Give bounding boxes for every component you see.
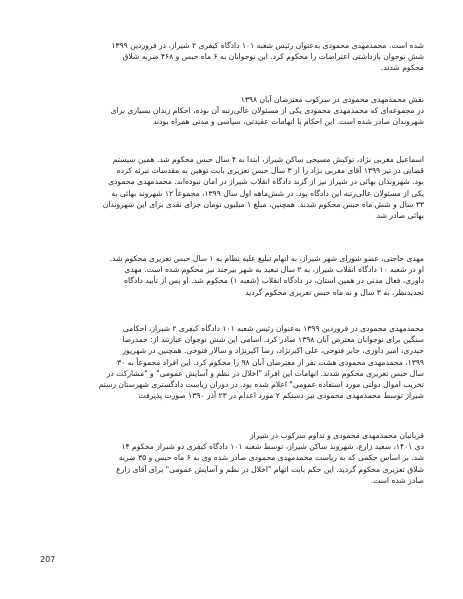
text-line: شد. بر اساس حکمی که به ریاست محمدمهدی محمودی صادر شده وی به ۶ ماه حبس و ۳۵ ضربه — [118, 453, 424, 463]
text-line: شده است. محمدمهدی محمودی به‌عنوان رئیس شعبه ۱۰۱ دادگاه کیفری ۲ شیراز، در فروردین ۱۳۹۹ — [111, 41, 424, 50]
text-line: قضایی در تیر ۱۳۹۹ آقای مغربی نژاد را از ۳ سال حبس تعزیری بابت توهین به مقدسات تبرئه کرده — [116, 166, 424, 176]
section-heading: نقش محمدمهدی محمودی در سرکوب معترضان آبان ۱۳۹۸ — [240, 95, 424, 104]
text-line: ۱۳۹۹، محمدمهدی محمودی هشت نفر از معترضان آبان ۹۸ را محکوم کرد. این افراد مجموعاً به ۳۰ — [117, 357, 424, 367]
paragraph-1 — [40, 40, 424, 74]
paragraph-6 — [40, 430, 424, 486]
section-heading: قربانیان محمدمهدی محمودی و تداوم سرکوب در شیراز — [249, 431, 424, 440]
text-line: او در شعبه ۱۰ دادگاه انقلاب شیراز، به ۲ سال تبعید به شهر بیرجند نیز محکوم شده است. مهدی — [124, 265, 424, 275]
page-number: 207 — [40, 555, 56, 564]
text-line: حیدری، امیر داوری، جابر فتوحی، علی اکبرنژاد، رضا اکبرنژاد و سالار فتوحی. همچنین در شهریور — [122, 346, 424, 356]
paragraph-5 — [40, 323, 424, 401]
paragraph-2 — [40, 94, 424, 128]
text-line: در مجموعه‌ای که محمدمهدی محمودی یکی از مسئولان عالی‌رتبه آن بوده، احکام زندان بسیاری برای — [110, 106, 424, 116]
text-line: اسماعیل مغربی نژاد، توکیش مسیحی ساکن شیراز، ابتدا به ۴ سال حبس محکوم شد. همین سیستم — [112, 155, 424, 164]
text-line: محکوم شدند. — [380, 63, 424, 73]
text-line: صادر شده است. — [370, 475, 424, 485]
text-line: بهائی صادر شد — [376, 210, 424, 220]
paragraph-4 — [40, 253, 424, 298]
text-line: تجدیدنظر، به ۳ سال و نه ماه حبس تعزیری محکوم گردید — [245, 287, 424, 297]
text-line: شهروندان صادر شده است. این احکام با اتهامات عقیدتی، سیاسی و مدنی همراه بودند — [153, 117, 424, 127]
text-line: تخریب اموال دولتی مورد استفاده عمومی" اعلام شده بود. در دوران ریاست دادگستری شهرستان رستم — [98, 379, 424, 389]
text-line: دی ۱۴۰۱، سعید زارع، شهروند ساکن شیراز، توسط شعبه ۱۰۱ دادگاه کیفری دو شیراز محکوم ۱۴ — [121, 442, 424, 452]
text-line: یکی از مسئولان عالی‌رتبه این دادگاه بود. در شش‌ماهه اول سال ۱۳۹۹، مجموعاً ۱۲ شهروند بهائی به — [111, 188, 424, 198]
text-line: مهدی حاجتی، عضو شورای شهر شیراز، به اتهام تبلیغ علیه نظام به ۱ سال حبس تعزیری محکوم شد. — [109, 254, 424, 263]
text-line: شلاق تعزیری محکوم گردید. این حکم بابت اتهام "اخلال در نظم و آسایش عمومی" برای آقای زارع — [116, 464, 424, 474]
text-line: شش نوجوان بازداشتی اعتراضات را محکوم کرد. این نوجوانان به ۶ ماه حبس و ۴۶۸ ضربه شلاق — [122, 52, 424, 62]
text-line: ۳۳ سال و شش ماه حبس محکوم شدند. همچنین، مبلغ ۱ میلیون تومان جزای نقدی برای این شهروندان — [102, 199, 424, 209]
text-line: داوری، فعال مدنی در همین استان، در دادگاه انقلاب (شعبه ۱) محکوم شد. او پس از تأیید دادگاه — [124, 276, 424, 286]
text-line: سنگین برای نوجوانان معترض آبان ۱۳۹۸ صادر کرد. اسامی این شش نوجوان عبارتند از: حمدرضا — [122, 335, 424, 345]
text-line: سال حبس تعزیری محکوم شدند. اتهامات این افراد "اخلال در نظم و آسایش عمومی" و "مشارکت در — [106, 368, 424, 378]
text-line: بود. شهروندان بهائی در شیراز نیز از گزند دادگاه انقلاب شیراز در امان نبوده‌اند. محمدمهدی محمودی — [108, 177, 424, 187]
text-line: شیراز توسط محمدمهدی محمودی نیز دستکم ۲ مورد اعدام در ۲۳ آذر ۱۳۹۰ صورت پذیرفت — [138, 391, 424, 401]
text-line: محمدمهدی محمودی در فروردین ۱۳۹۹ به‌عنوان رئیس شعبه ۱۰۱ دادگاه کیفری ۲ شیراز، احکامی — [122, 324, 424, 333]
paragraph-3 — [40, 154, 424, 221]
